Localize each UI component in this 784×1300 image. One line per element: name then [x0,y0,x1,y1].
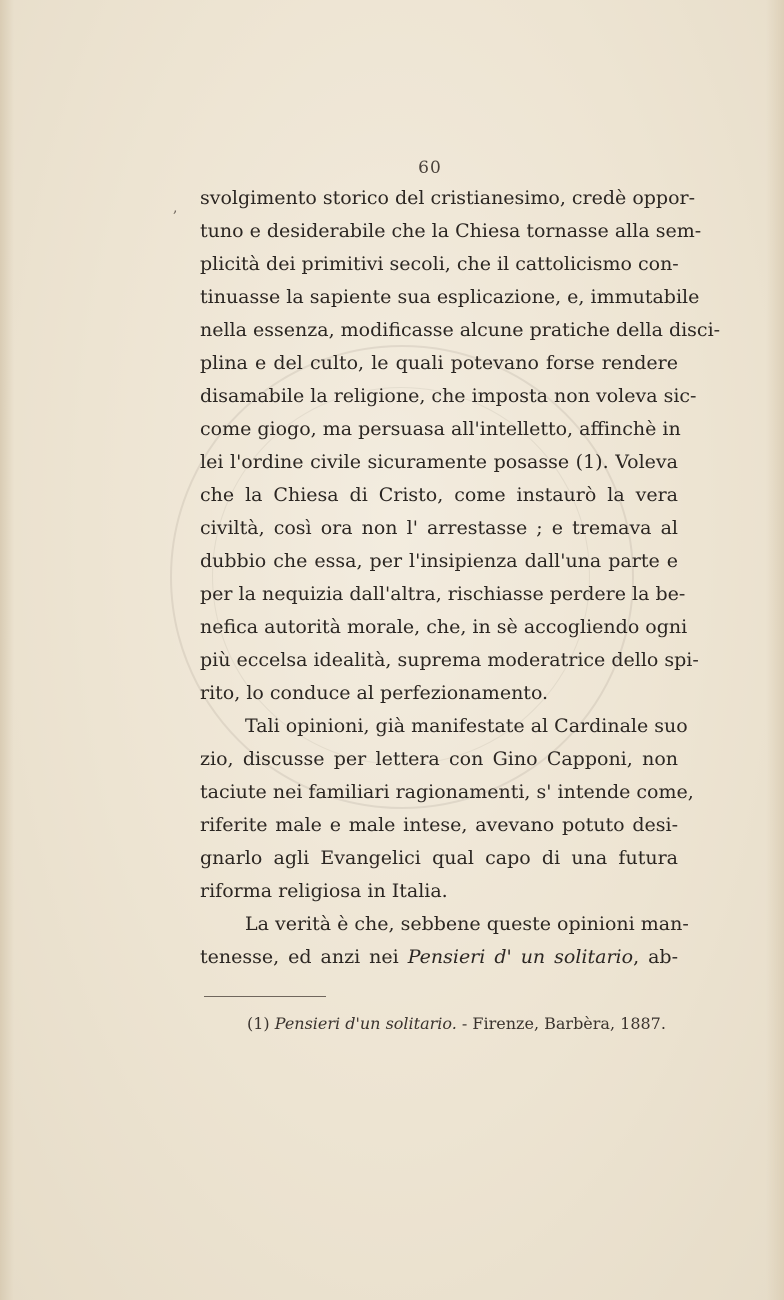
page-edge-left [0,0,14,1300]
text-line-end: , ab- [633,946,678,968]
text-line: civiltà, così ora non l' arrestasse ; e tremava al [200,517,678,539]
footnote-publisher: - Firenze, Barbèra, 1887. [456,1014,666,1033]
text-line: disamabile la religione, che imposta non voleva sic- [200,385,697,407]
footnote-divider [204,996,326,997]
margin-mark: , [173,200,178,216]
footnote-marker: (1) [247,1014,270,1033]
text-line: taciute nei familiari ragionamenti, s' intende come, [200,781,694,803]
text-line-start: tenesse, ed anzi nei [200,946,408,968]
text-line: per la nequizia dall'altra, rischiasse perdere la be- [200,583,686,605]
text-line-with-title [200,941,678,974]
text-line: rito, lo conduce al perfezionamento. [200,682,549,704]
text-line: come giogo, ma persuasa all'intelletto, affinchè in [200,418,681,440]
page-edge-right [766,0,784,1300]
text-line: tinuasse la sapiente sua esplicazione, e, immutabile [200,286,700,308]
text-line: Tali opinioni, già manifestate al Cardinale suo [245,715,688,737]
text-line: lei l'ordine civile sicuramente posasse (1). Voleva [200,451,678,473]
text-line: dubbio che essa, per l'insipienza dall'una parte e [200,550,678,572]
text-line: riferite male e male intese, avevano potuto desi- [200,814,678,836]
page-number: 60 [418,158,442,178]
text-line: che la Chiesa di Cristo, come instaurò la vera [200,484,678,506]
text-line: plina e del culto, le quali potevano forse rendere [200,352,678,374]
text-line: riforma religiosa in Italia. [200,880,448,902]
text-line: più eccelsa idealità, suprema moderatrice dello spi- [200,649,699,671]
text-line: gnarlo agli Evangelici qual capo di una futura [200,847,678,869]
text-line: tuno e desiderabile che la Chiesa tornasse alla sem- [200,220,702,242]
text-line: La verità è che, sebbene queste opinioni man- [245,913,689,935]
footnote [247,1012,681,1036]
footnote-title: Pensieri d'un solitario. [274,1014,457,1033]
text-line: nella essenza, modificasse alcune pratiche della disci- [200,319,721,341]
book-title: Pensieri d' un solitario [407,946,634,968]
text-line: zio, discusse per lettera con Gino Capponi, non [200,748,678,770]
body-text [200,182,721,974]
text-line: svolgimento storico del cristianesimo, credè oppor- [200,187,696,209]
text-line: nefica autorità morale, che, in sè accogliendo ogni [200,616,688,638]
text-line: plicità dei primitivi secoli, che il cattolicismo con- [200,253,679,275]
